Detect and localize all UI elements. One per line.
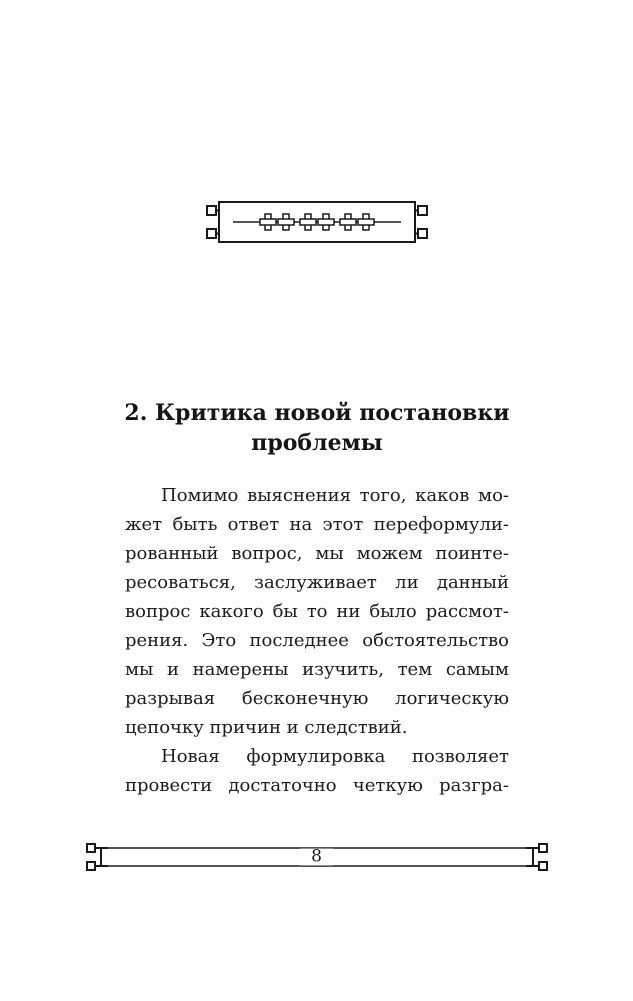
text-line: провести достаточно четкую разгра- [125, 775, 509, 796]
page-footer [82, 842, 552, 872]
text-line: цепочку причин и следствий. [125, 717, 408, 738]
body-text [125, 481, 509, 800]
text-line: рованный вопрос, мы можем поинте- [125, 543, 509, 564]
chapter-heading-line1: 2. Критика новой постановки [124, 400, 510, 426]
text-line: Помимо выяснения того, каков мо- [161, 485, 509, 506]
header-ornament [201, 193, 433, 251]
paragraph [125, 742, 509, 800]
meander-ornament-icon [201, 193, 433, 251]
chapter-heading [124, 398, 510, 458]
text-line: ресоваться, заслуживает ли данный [125, 572, 509, 593]
text-line: вопрос какого бы то ни было рассмот- [125, 601, 509, 622]
text-line: разрывая бесконечную логическую [125, 688, 509, 709]
text-line: мы и намерены изучить, тем самым [125, 659, 509, 680]
text-line: жет быть ответ на этот переформули- [125, 514, 509, 535]
paragraph [125, 481, 509, 742]
text-line: Новая формулировка позволяет [161, 746, 509, 767]
chapter-heading-line2: проблемы [251, 430, 383, 456]
text-line: рения. Это последнее обстоятельство [125, 630, 509, 651]
page-number: 8 [299, 849, 334, 866]
